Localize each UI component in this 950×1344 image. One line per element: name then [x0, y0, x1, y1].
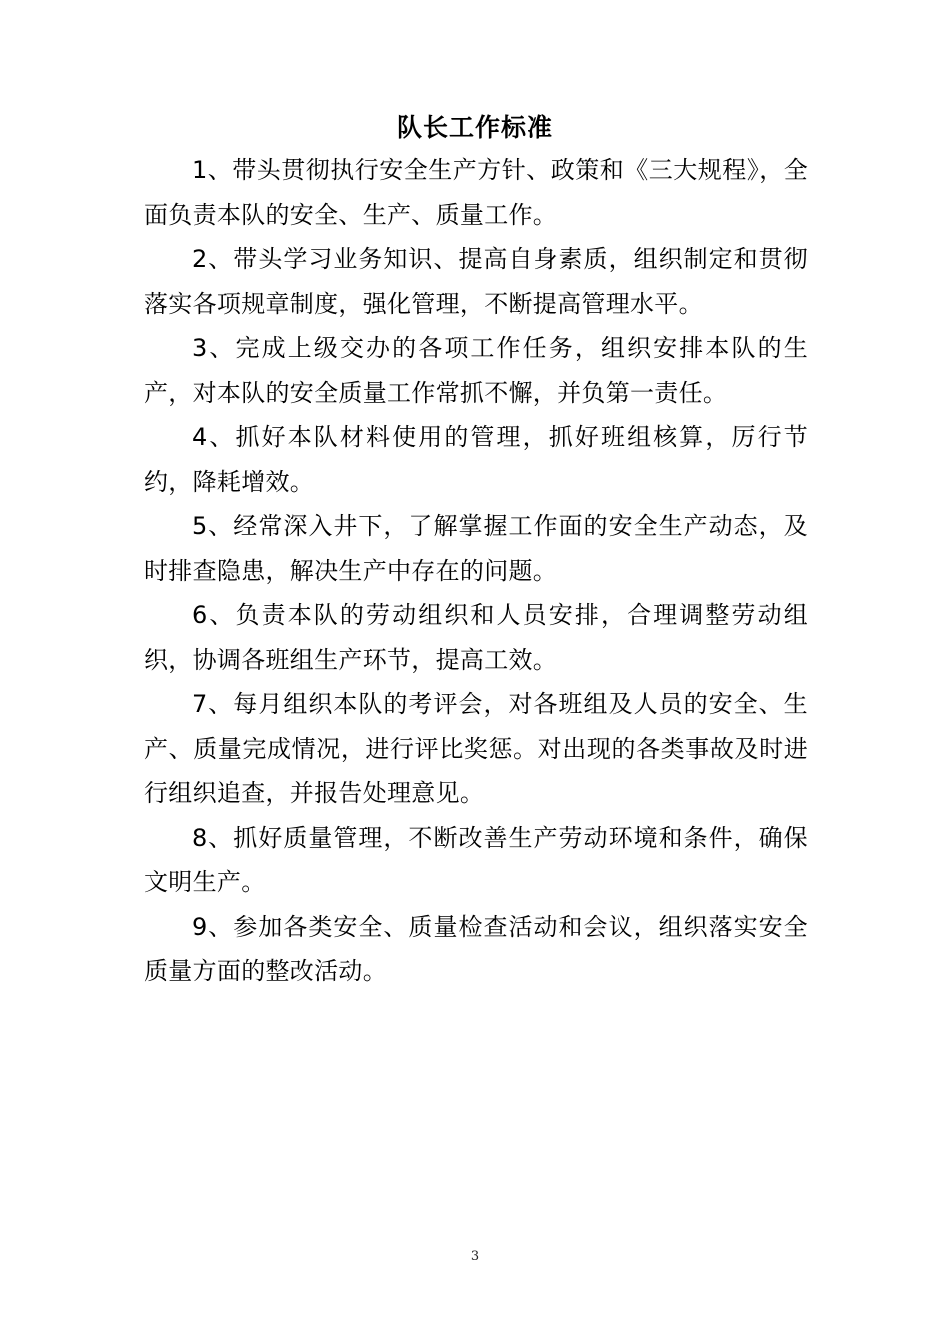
paragraph-2: 2、带头学习业务知识、提高自身素质，组织制定和贯彻落实各项规章制度，强化管理，不断提高管理水平。: [144, 245, 808, 318]
page-number: 3: [470, 1249, 480, 1264]
document-title: 队长工作标准: [396, 113, 553, 142]
paragraph-7: 7、每月组织本队的考评会，对各班组及人员的安全、生产、质量完成情况，进行评比奖惩。对出现的各类事故及时进行组织追查，并报告处理意见。: [144, 690, 808, 807]
paragraph-9: 9、参加各类安全、质量检查活动和会议，组织落实安全质量方面的整改活动。: [144, 912, 808, 985]
paragraph-4: 4、抓好本队材料使用的管理，抓好班组核算，厉行节约，降耗增效。: [144, 423, 808, 496]
paragraph-8: 8、抓好质量管理，不断改善生产劳动环境和条件，确保文明生产。: [144, 823, 808, 896]
paragraph-5: 5、经常深入井下，了解掌握工作面的安全生产动态，及时排查隐患，解决生产中存在的问题。: [144, 512, 808, 585]
document-body: [144, 148, 808, 994]
paragraph-1: 1、带头贯彻执行安全生产方针、政策和《三大规程》，全面负责本队的安全、生产、质量工作。: [144, 156, 808, 229]
paragraph-3: 3、完成上级交办的各项工作任务，组织安排本队的生产，对本队的安全质量工作常抓不懈，并负第一责任。: [144, 334, 808, 407]
paragraph-6: 6、负责本队的劳动组织和人员安排，合理调整劳动组织，协调各班组生产环节，提高工效。: [144, 601, 808, 674]
